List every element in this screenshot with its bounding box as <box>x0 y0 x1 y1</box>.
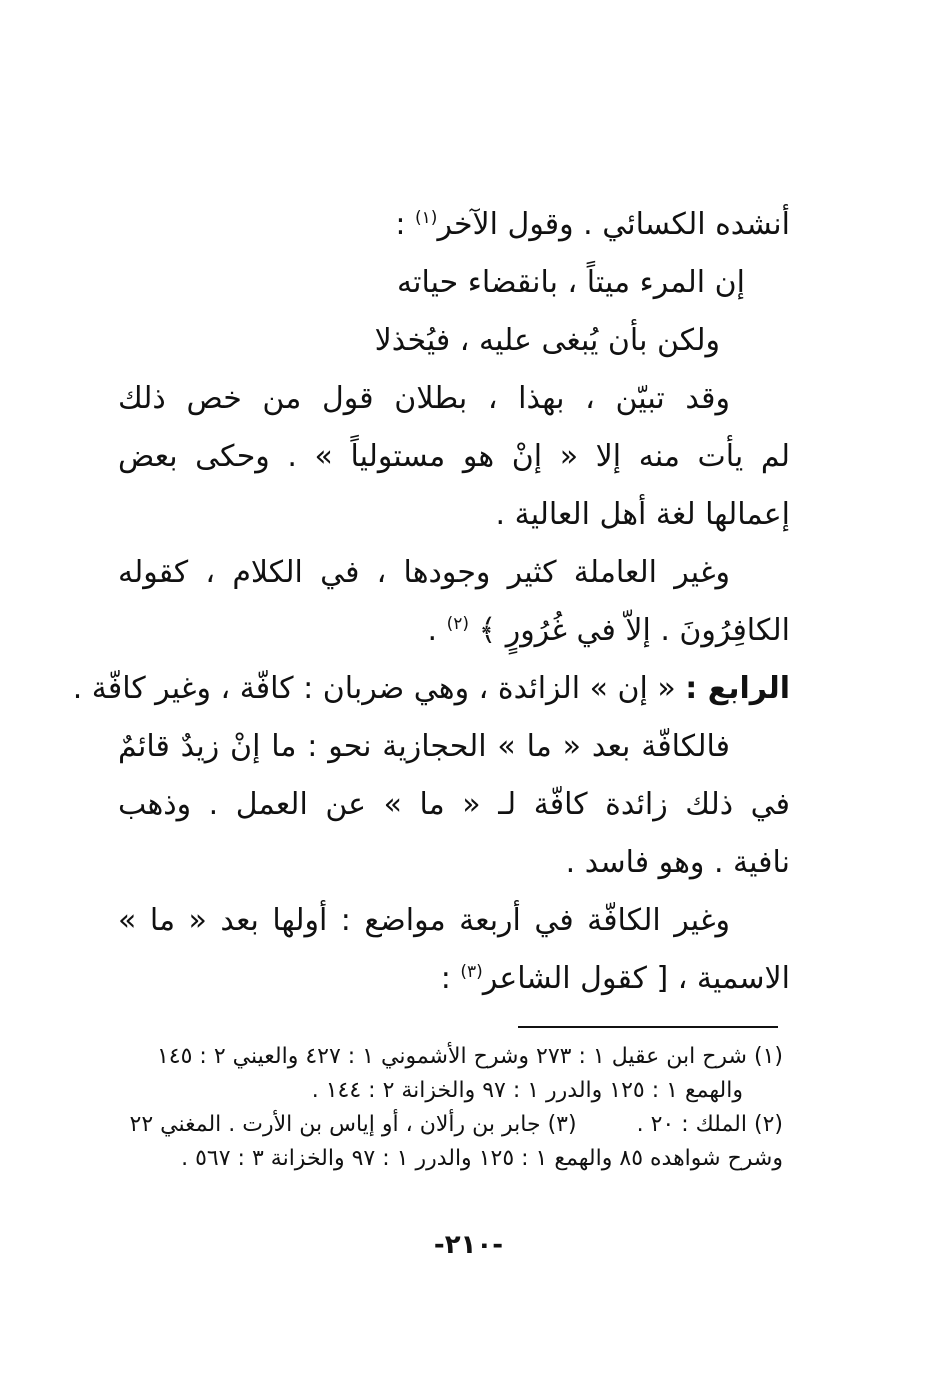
footnote-mark: (٣) <box>460 962 483 982</box>
verse-line-2: ولكن بأن يُبغى عليه ، فيُخذلا <box>374 323 720 358</box>
text-line: في ذلك زائدة كافّة لـ « ما » عن العمل . وذهب <box>118 787 790 822</box>
footnote-2-3-line <box>118 1108 783 1142</box>
line-text: « إن » الزائدة ، وهي ضربان : كافّة ، وغير كافّة . <box>72 671 676 706</box>
footnote-3: (٣) جابر بن رألان ، أو إياس بن الأرت . المغني ٢٢ <box>129 1112 577 1137</box>
footnote-mark: (٢) <box>446 614 470 634</box>
text-line: فالكافّة بعد « ما » الحجازية نحو : ما إنْ زيدٌ قائمٌ <box>118 729 730 764</box>
footnote-mark: (١) <box>415 208 438 228</box>
footnote-2: (٢) الملك : ٢٠ . <box>636 1112 783 1137</box>
main-text <box>72 196 790 1008</box>
text-line <box>118 602 790 660</box>
text-line: لم يأت منه إلا « إنْ هو مستولياً » . وحكى بعض <box>118 439 790 474</box>
verse-line-1: إن المرء ميتاً ، بانقضاء حياته <box>397 265 745 300</box>
footnote-3-line-2: وشرح شواهده ٨٥ والهمع ١ : ١٢٥ والدرر ١ : ٩٧ والخزانة ٣ : ٥٦٧ . <box>181 1146 783 1171</box>
line-punct: : <box>395 207 416 242</box>
line-text: الاسمية ، [ كقول الشاعر <box>482 961 790 996</box>
footnote-separator <box>518 1026 778 1028</box>
text-line: وغير العاملة كثير وجودها ، في الكلام ، كقوله <box>118 555 730 590</box>
section-heading: الرابع : <box>685 671 790 706</box>
line-text: الكافِرُونَ . إلاّ في غُرُورٍ ﴾ <box>478 613 790 648</box>
line-punct: : <box>440 961 461 996</box>
footnote-1-line-2: والهمع ١ : ١٢٥ والدرر ١ : ٩٧ والخزانة ٢ : ١٤٤ . <box>311 1078 743 1103</box>
text-line <box>72 660 790 718</box>
text-line <box>118 196 790 254</box>
text-line <box>118 950 790 1008</box>
footnotes <box>118 1040 783 1176</box>
page-number: -٢١٠- <box>433 1230 504 1260</box>
line-punct: . <box>427 613 447 648</box>
line-text: أنشده الكسائي . وقول الآخر <box>437 207 790 242</box>
text-line: إعمالها لغة أهل العالية . <box>495 497 790 532</box>
footnote-1-line-1: (١) شرح ابن عقيل ١ : ٢٧٣ وشرح الأشموني ١ : ٤٢٧ والعيني ٢ : ١٤٥ <box>156 1044 783 1069</box>
text-line: نافية . وهو فاسد . <box>565 845 790 880</box>
text-line: وغير الكافّة في أربعة مواضع : أولها بعد « ما » <box>118 903 730 938</box>
text-line: وقد تبيّن ، بهذا ، بطلان قول من خص ذلك <box>118 381 730 416</box>
